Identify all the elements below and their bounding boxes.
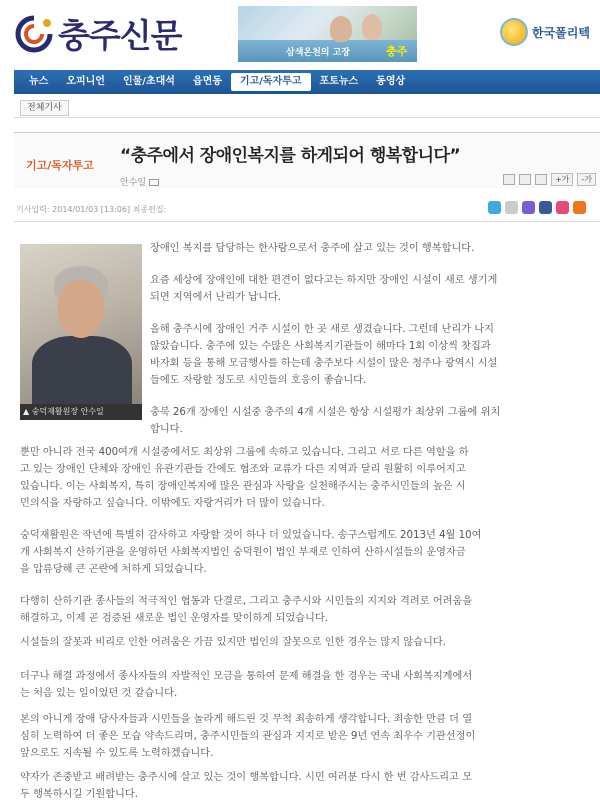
- list-icon[interactable]: [503, 174, 515, 185]
- article-paragraph-line: 해결하고, 이제 곧 검증된 새로운 법인 운영자를 맞이하게 되었습니다.: [20, 613, 328, 624]
- rss-icon[interactable]: [573, 201, 586, 214]
- article-headline: “충주에서 장애인복지를 하게되어 행복합니다”: [120, 146, 461, 166]
- banner-city: 충주: [386, 45, 408, 58]
- article-paragraph-line: 숭덕재활원은 작년에 특별히 감사하고 자랑할 것이 하나 더 있었습니다. 송구스럽게도 2013년 4월 10여: [20, 530, 482, 541]
- logo-emblem-icon: [14, 14, 54, 54]
- article-meta: [14, 196, 600, 222]
- share-buttons: [488, 201, 586, 214]
- site-logo[interactable]: [14, 10, 182, 57]
- article-paragraph-line: 고 있는 장애인 단체와 장애인 유관기관들 간에도 협조와 교류가 다른 지역과 달리 원활히 이루어지고: [20, 464, 466, 475]
- twitter-icon[interactable]: [488, 201, 501, 214]
- article-paragraph-line: 올해 충주시에 장애인 거주 시설이 한 곳 새로 생겼습니다. 그런데 난리가 나지: [150, 324, 494, 335]
- article-paragraph-line: 뿐만 아니라 전국 400여개 시설중에서도 최상위 그룹에 속하고 있습니다. 그리고 서로 다른 역할을 하: [20, 447, 469, 458]
- cyworld-icon[interactable]: [556, 201, 569, 214]
- me2day-icon[interactable]: [505, 201, 518, 214]
- article-paragraph-line: 바자회 등을 통해 모금행사를 하는데 충주보다 시설이 많은 청주나 광역시 시설: [150, 358, 498, 369]
- article-category[interactable]: 기고/독자투고: [26, 159, 94, 172]
- nav-item[interactable]: 동영상: [376, 76, 406, 87]
- nav-item[interactable]: 포토뉴스: [319, 76, 359, 87]
- nav-item[interactable]: 뉴스: [29, 76, 49, 87]
- nav-item[interactable]: 인물/초대석: [122, 76, 175, 87]
- article-paragraph-line: 다행히 산하기관 종사들의 적극적인 협동과 단결로, 그리고 충주시와 시민들의 지지와 격려로 어려움을: [20, 596, 473, 607]
- side-ad[interactable]: [500, 18, 590, 46]
- nav-item[interactable]: 오피니언: [66, 76, 105, 87]
- article-paragraph-line: 있습니다. 이는 사회복지, 특히 장애인복지에 많은 관심과 사랑을 실천해주시는 충주시민들의 높은 시: [20, 481, 466, 492]
- article-tools: [503, 173, 596, 186]
- font-decrease-button[interactable]: -가: [577, 173, 596, 186]
- article-paragraph-line: 을 압류당해 큰 곤란에 처하게 되었습니다.: [20, 564, 207, 575]
- article-date: 기사입력: 2014/01/03 [13:06] 최종편집:: [16, 205, 167, 214]
- photo-person-body: [32, 336, 132, 406]
- article-paragraph-line: 민의식을 자랑하고 싶습니다. 이밖에도 자랑거리가 더 많이 있습니다.: [20, 498, 325, 509]
- photo-caption: ▲ 숭덕재활원장 안수일: [20, 404, 142, 420]
- mail-icon[interactable]: [149, 179, 159, 186]
- yozm-icon[interactable]: [522, 201, 535, 214]
- article-paragraph-line: 되면 지역에서 난리가 납니다.: [150, 292, 282, 303]
- banner-caption: 삼색온천의 고장: [286, 48, 350, 58]
- author-photo: [20, 244, 142, 420]
- article-paragraph-line: 장애인 복지를 담당하는 한사람으로서 충주에 살고 있는 것이 행복합니다.: [150, 243, 475, 254]
- article-header: [14, 132, 600, 188]
- tab-all-articles[interactable]: 전체기사: [20, 100, 69, 116]
- nav-item[interactable]: 기고/독자투고: [231, 73, 311, 91]
- article-paragraph-line: 약자가 존중받고 배려받는 충주시에 살고 있는 것이 행복합니다. 시민 여러분 다시 한 번 감사드리고 모: [20, 772, 473, 783]
- article-author: [120, 175, 159, 188]
- banner-figure: [330, 16, 352, 42]
- print-icon[interactable]: [519, 174, 531, 185]
- site-header: [0, 0, 600, 66]
- article-paragraph-line: 충북 26개 장애인 시설중 충주의 4개 시설은 항상 시설평가 최상위 그룹에 위치: [150, 407, 501, 418]
- article-paragraph-line: 더구나 해결 과정에서 종사자들의 자발적인 모금을 통하여 문제 해결을 한 경우는 국내 사회복지계에서: [20, 671, 473, 682]
- article-paragraph-line: 본의 아니게 장애 당사자들과 시민들을 놀라게 해드린 것 무척 죄송하게 생각합니다. 죄송한 만큼 더 열: [20, 714, 473, 725]
- article-paragraph-line: 두 행복하시길 기원합니다.: [20, 789, 138, 800]
- banner-figure: [362, 14, 382, 40]
- main-nav: [14, 70, 600, 94]
- banner-ad[interactable]: [238, 6, 417, 62]
- sub-nav: [14, 96, 600, 118]
- side-ad-text: 한국폴리텍: [532, 25, 590, 40]
- photo-person-face: [58, 280, 104, 338]
- facebook-icon[interactable]: [539, 201, 552, 214]
- article-paragraph-line: 들에도 자랑할 정도로 시민들의 호응이 좋습니다.: [150, 375, 367, 386]
- article-paragraph-line: 않았습니다. 충주에 있는 수많은 사회복지기관들이 해마다 1회 이상씩 찻집과: [150, 341, 491, 352]
- nav-item[interactable]: 읍면동: [192, 76, 222, 87]
- article-paragraph-line: 개 사회복지 산하기관을 운영하던 사회복지법인 숭덕원이 법인 부재로 인하여 산하시설들의 운영자금: [20, 547, 466, 558]
- author-name: 안수일: [120, 178, 147, 188]
- article-paragraph-line: 시설들의 잘못과 비리로 인한 어려움은 가끔 있지만 법인의 잘못으로 인한 경우는 많지 않습니다.: [20, 637, 446, 648]
- article-paragraph-line: 합니다.: [150, 424, 183, 435]
- article-paragraph-line: 는 처음 있는 일이었던 것 같습니다.: [20, 688, 178, 699]
- article-paragraph-line: 심히 노력하여 더 좋은 모습 약속드리며, 충주시민들의 관심과 지지로 받은 9년 연속 최우수 기관선정이: [20, 731, 476, 742]
- font-increase-button[interactable]: +가: [551, 173, 573, 186]
- logo-text: 충주신문: [58, 16, 182, 55]
- sun-icon: [500, 18, 528, 46]
- article-paragraph-line: 요즘 세상에 장애인에 대한 편견이 없다고는 하지만 장애인 시설이 새로 생기게: [150, 275, 498, 286]
- article-paragraph-line: 앞으로도 지속될 수 있도록 노력하겠습니다.: [20, 748, 214, 759]
- mail-icon[interactable]: [535, 174, 547, 185]
